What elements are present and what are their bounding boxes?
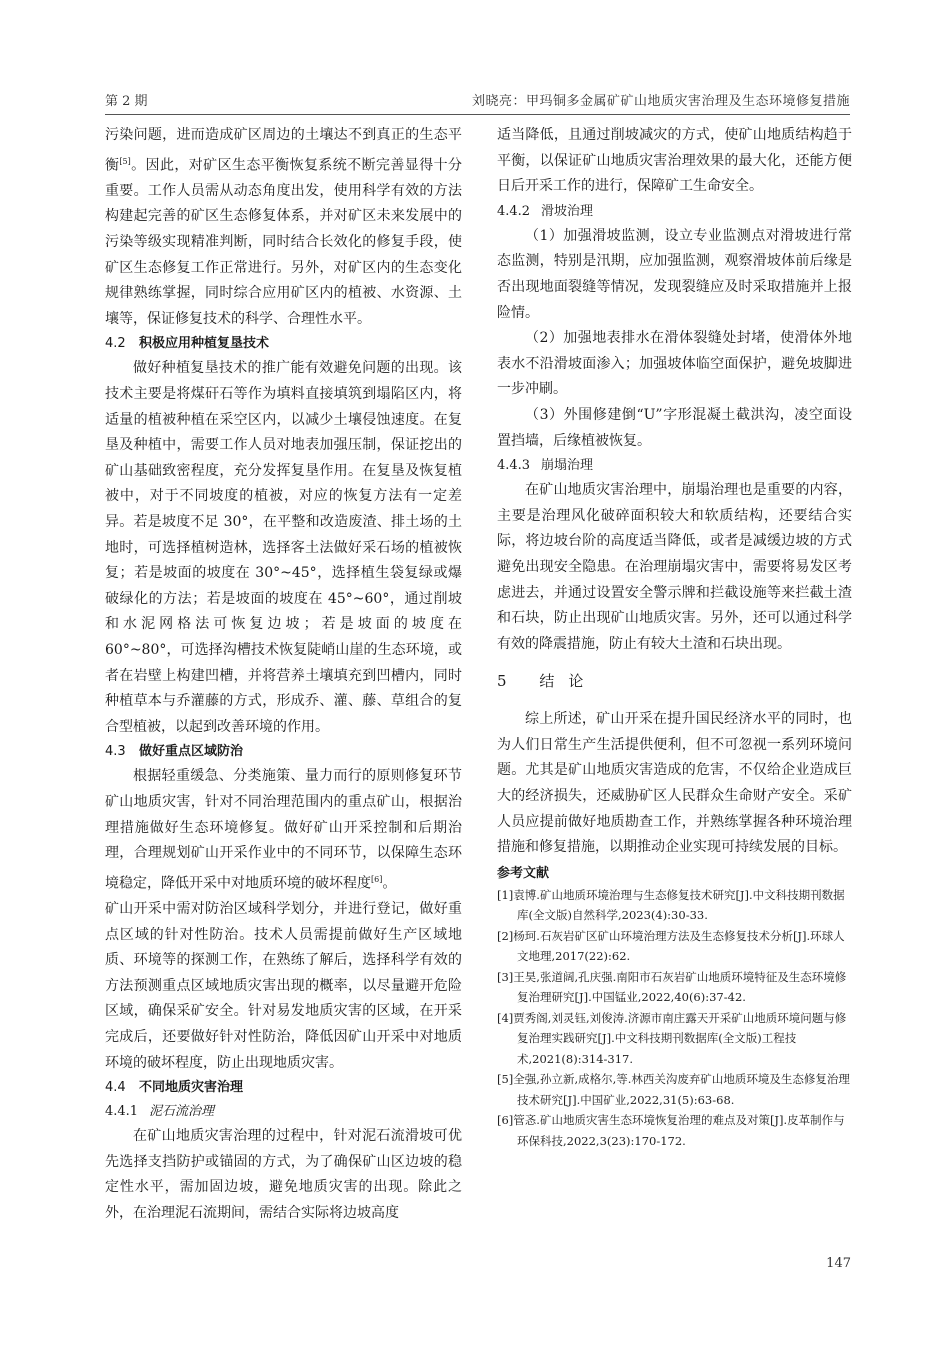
subsection-heading-4-4-2: 4.4.2 滑坡治理 bbox=[497, 203, 594, 219]
paragraph-4-4-2-item-3: （3）外围修建倒“U”字形混凝土截洪沟，凌空面设置挡墙，后缘植被恢复。 bbox=[497, 406, 852, 449]
right-column bbox=[497, 123, 852, 1151]
paragraph-4-4-2-item-1: （1）加强滑坡监测，设立专业监测点对滑坡进行常态监测，特别是汛期，应加强监测，观察滑坡体前后缘是否出现地面裂缝等情况，发现裂缝应及时采取措施并上报险情。 bbox=[497, 227, 852, 321]
reference-item: [2]杨珂.石灰岩矿区矿山环境治理方法及生态修复技术分析[J].环球人文地理,2017(22):62. bbox=[497, 928, 845, 964]
citation: [6] bbox=[371, 874, 383, 884]
reference-item: [5]全强,孙立新,成格尔,等.林西关沟废弃矿山地质环境及生态修复治理技术研究[J].中国矿业,2022,31(5):63-68. bbox=[497, 1072, 850, 1107]
running-title: 刘晓亮：甲玛铜多金属矿矿山地质灾害治理及生态环境修复措施 bbox=[471, 94, 850, 109]
issue-label: 第 2 期 bbox=[105, 94, 148, 109]
page-number: 147 bbox=[826, 1256, 851, 1271]
left-column bbox=[105, 123, 462, 1226]
reference-item: [1]袁博.矿山地质环境治理与生态修复技术研究[J].中文科技期刊数据库(全文版)自然科学,2023(4):30-33. bbox=[497, 887, 845, 923]
reference-item: [4]贾秀阁,刘灵钰,刘俊涛.济源市南庄露天开采矿山地质环境问题与修复治理实践研究[J].中文科技期刊数据库(全文版)工程技术,2021(8):314-317. bbox=[497, 1010, 847, 1066]
section-heading-4-4: 4.4 不同地质灾害治理 bbox=[105, 1080, 244, 1096]
subsection-heading-4-4-1: 4.4.1 泥石流治理 bbox=[105, 1104, 215, 1120]
section-heading-4-3: 4.3 做好重点区域防治 bbox=[105, 744, 244, 760]
references-list bbox=[497, 885, 852, 1152]
paragraph-4-2: 做好种植复垦技术的推广能有效避免问题的出现。该技术主要是将煤矸石等作为填料直接填筑到塌陷区内，将适量的植被种植在采空区内，以减少土壤侵蚀速度。在复垦及种植中，需要工作人员对地表加强压制，保证挖出的矿山基础致密程度，充分发挥复垦作用。在复垦及恢复植被中，对于不同坡度的植被，对应的恢复方法有一定差异。若是坡度不足 30°，在平整和改造废渣、排土场的土地时，可选择植树造林，选择客土法做好采石场的植被恢复；若是坡面的坡度在 30°~45°，选择植生袋复绿或爆破绿化的方法；若是坡面的坡度在 45°~60°，通过削坡和水泥网格法可恢复边坡；若是坡面的坡度在 60°~80°，可选择沟槽技术恢复陡峭山崖的生态环境，或者在岩壁上构建凹槽，并将营养土壤填充到凹槽内，同时种植草本与乔灌藤的方式，形成乔、灌、藤、草组合的复合型植被，以起到改善环境的作用。 bbox=[105, 360, 462, 735]
paragraph-conclusion: 综上所述，矿山开采在提升国民经济水平的同时，也为人们日常生产生活提供便利，但不可忽视一系列环境问题。尤其是矿山地质灾害造成的危害，不仅给企业造成巨大的经济损失，还威胁矿区人民群众生命财产安全。采矿人员应提前做好地质勘查工作，并熟练掌握各种环境治理措施和修复措施，以期推动企业实现可持续发展的目标。 bbox=[497, 711, 852, 856]
citation: [5] bbox=[119, 156, 131, 166]
subsection-heading-4-4-3: 4.4.3 崩塌治理 bbox=[497, 458, 594, 474]
references-heading: 参考文献 bbox=[497, 865, 550, 881]
paragraph-continued: 适当降低，且通过削坡减灾的方式，使矿山地质结构趋于平衡，以保证矿山地质灾害治理效果的最大化，还能方便日后开采工作的进行，保障矿工生命安全。 bbox=[497, 127, 852, 195]
paragraph-intro: 污染问题，进而造成矿区周边的土壤达不到真正的生态平衡[5]。因此，对矿区生态平衡恢复系统不断完善显得十分重要。工作人员需从动态角度出发，使用科学有效的方法构建起完善的矿区生态修复体系，并对矿区未来发展中的污染等级实现精准判断，同时结合长效化的修复手段，使矿区生态修复工作正常进行。另外，对矿区内的生态变化规律熟练掌握，同时综合应用矿区内的植被、水资源、土壤等，保证修复技术的科学、合理性水平。 bbox=[105, 127, 463, 327]
paragraph-4-4-1: 在矿山地质灾害治理的过程中，针对泥石流滑坡可优先选择支挡防护或锚固的方式，为了确保矿山区边坡的稳定性水平，需加固边坡，避免地质灾害的出现。除此之外，在治理泥石流期间，需结合实际将边坡高度 bbox=[105, 1128, 462, 1221]
paragraph-4-3b: 矿山开采中需对防治区域科学划分，并进行登记，做好重点区域的针对性防治。技术人员需提前做好生产区域地质、环境等的探测工作，在熟练了解后，选择科学有效的方法预测重点区域地质灾害出现的概率，以尽量避开危险区域，确保采矿安全。针对易发地质灾害的区域，在开采完成后，还要做好针对性防治，降低因矿山开采中对地质环境的破坏程度，防止出现地质灾害。 bbox=[105, 900, 462, 1071]
paragraph-4-4-3: 在矿山地质灾害治理中，崩塌治理也是重要的内容，主要是治理风化破碎面积较大和软质结构，还要结合实际，将边坡台阶的高度适当降低，或者是减缓边坡的方式避免出现安全隐患。在治理崩塌灾害中，需要将易发区考虑进去，并通过设置安全警示牌和拦截设施等来拦截土渣和石块，防止出现矿山地质灾害。另外，还可以通过科学有效的降震措施，防止有较大土渣和石块出现。 bbox=[497, 482, 852, 652]
reference-item: [6]管忞.矿山地质灾害生态环境恢复治理的难点及对策[J].皮革制作与环保科技,2022,3(23):170-172. bbox=[497, 1113, 845, 1148]
page-header bbox=[105, 90, 850, 112]
section-heading-5: 5 结论 bbox=[497, 672, 598, 691]
paragraph-4-4-2-item-2: （2）加强地表排水在滑体裂缝处封堵，使滑体外地表水不沿滑坡面渗入；加强坡体临空面保护，避免坡脚进一步冲刷。 bbox=[497, 330, 852, 398]
header-rule bbox=[105, 114, 850, 115]
section-heading-4-2: 4.2 积极应用种植复垦技术 bbox=[105, 336, 270, 352]
reference-item: [3]王昊,张道阔,孔庆强.南阳市石灰岩矿山地质环境特征及生态环境修复治理研究[J].中国锰业,2022,40(6):37-42. bbox=[497, 969, 847, 1005]
paragraph-4-3a: 根据轻重缓急、分类施策、量力而行的原则修复环节矿山地质灾害，针对不同治理范围内的重点矿山，根据治理措施做好生态环境修复。做好矿山开采控制和后期治理，合理规划矿山开采作业中的不同环节，以保障生态环境稳定，降低开采中对地质环境的破坏程度[6]。 bbox=[105, 768, 462, 892]
